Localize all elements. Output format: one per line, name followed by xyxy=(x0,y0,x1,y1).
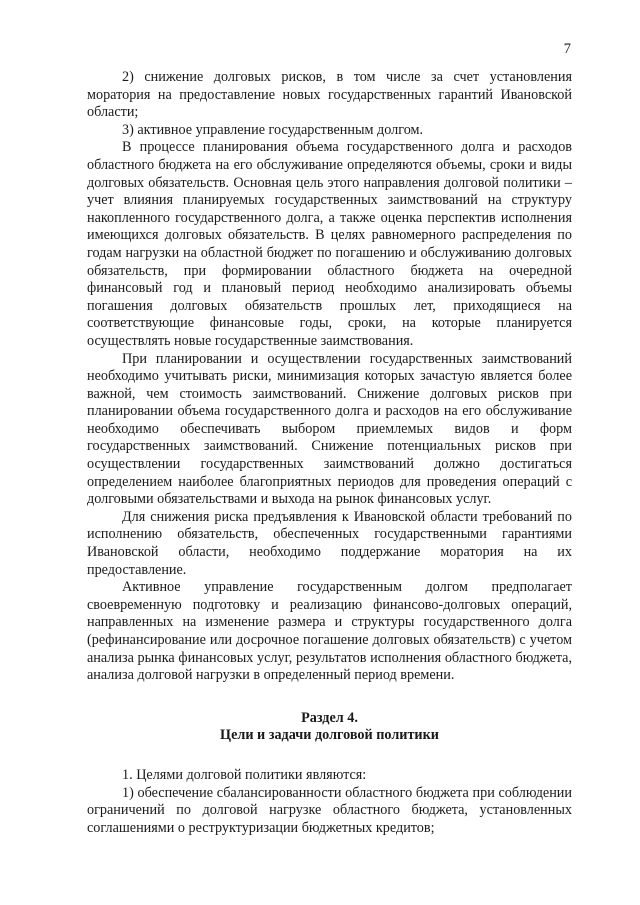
section-heading xyxy=(87,710,572,745)
paragraph-guarantee-moratorium: Для снижения риска предъявления к Ивановской области требований по исполнению обязательств, обеспеченных государственными гарантиями Ивановской области, необходимо поддержание моратория на их предоставление. xyxy=(87,508,572,578)
paragraph-goals-intro: 1. Целями долговой политики являются: xyxy=(122,766,367,783)
section-title: Цели и задачи долговой политики xyxy=(220,727,439,744)
section-spacer xyxy=(87,745,572,767)
document-body xyxy=(87,69,572,837)
section-number: Раздел 4. xyxy=(301,709,358,726)
page-number: 7 xyxy=(563,41,571,57)
paragraph-debt-planning: В процессе планирования объема государственного долга и расходов областного бюджета на его обслуживание определяются объемы, сроки и виды долговых обязательств. Основная цель этого направления долговой политики – учет влияния планируемых государственных заимствований на структуру накопленного государственного долга, а также оценка перспектив исполнения имеющихся долговых обязательств. В целях равномерного распределения по годам нагрузки на областной бюджет по погашению и обслуживанию долговых обязательств, при формировании областного бюджета на очередной финансовый год и плановый период необходимо анализировать объемы погашения долговых обязательств прошлых лет, приходящиеся на соответствующие финансовые годы, сроки, на которые планируется осуществлять новые государственные заимствования. xyxy=(87,139,572,349)
paragraph-borrowing-risks: При планировании и осуществлении государственных заимствований необходимо учитывать риски, минимизация которых зачастую является более важной, чем стоимость заимствований. Снижение долговых рисков при планировании объема государственного долга и расходов на его обслуживание необходимо обеспечивать выбором приемлемых видов и форм государственных заимствований. Снижение потенциальных рисков при осуществлении государственных заимствований должно достигаться определением наиболее благоприятных периодов для проведения операций с долговыми обязательствами и выхода на рынок финансовых услуг. xyxy=(87,350,572,508)
paragraph-debt-operations: Активное управление государственным долгом предполагает своевременную подготовку и реализацию финансово-долговых операций, направленных на изменение размера и структуры государственного долга (рефинансирование или досрочное погашение долговых обязательств) с учетом анализа рынка финансовых услуг, результатов исполнения областного бюджета, анализа долговой нагрузки в определенный период времени. xyxy=(87,579,572,684)
paragraph-active-debt-management: 3) активное управление государственным долгом. xyxy=(122,121,424,138)
paragraph-debt-risk-reduction: 2) снижение долговых рисков, в том числе за счет установления моратория на предоставление новых государственных гарантий Ивановской области; xyxy=(87,69,572,121)
paragraph-goal-balance: 1) обеспечение сбалансированности областного бюджета при соблюдении ограничений по долговой нагрузке областного бюджета, установленных соглашениями о реструктуризации бюджетных кредитов; xyxy=(87,784,572,836)
